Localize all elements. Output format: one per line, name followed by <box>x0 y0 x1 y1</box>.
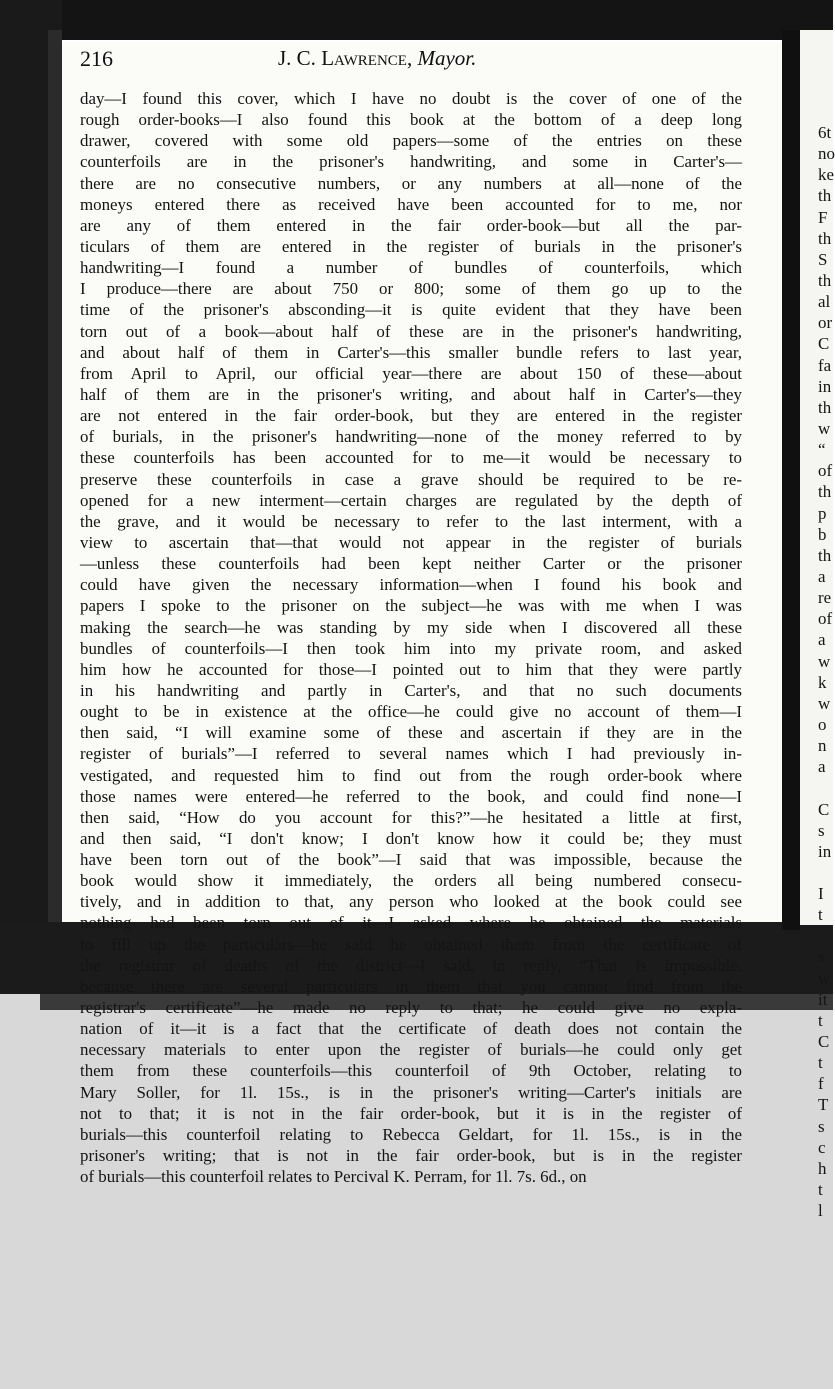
facing-page-text <box>800 122 835 1221</box>
facing-page-fragment: l <box>818 1201 823 1221</box>
facing-page-fragment: w <box>818 651 831 671</box>
facing-page-fragment: C <box>818 334 830 354</box>
page-header <box>80 46 580 76</box>
text-line: drawer, covered with some old papers—some of the entries on these <box>80 131 742 151</box>
facing-page-fragment: no <box>818 144 835 164</box>
text-line: moneys entered there as received have been accounted for to me, nor <box>80 194 742 214</box>
text-line: to fill up the particulars—he said he obtained them from the certificate of <box>80 934 742 954</box>
running-title-name: Lawrence <box>321 46 407 70</box>
facing-page-fragment <box>800 925 835 946</box>
text-line: book would show it immediately, the orders all being numbered consecu- <box>80 871 742 891</box>
facing-page-fragment: T <box>818 1095 829 1115</box>
facing-page-fragment: F <box>818 207 828 227</box>
text-line: ticulars of them are entered in the register of burials in the prisoner's <box>80 236 742 256</box>
text-line: day—I found this cover, which I have no doubt is the cover of one of the <box>80 89 742 108</box>
facing-page-fragment: k <box>818 672 827 692</box>
text-line: from April to April, our official year—there are about 150 of these—about <box>80 363 742 383</box>
text-line: —unless these counterfoils had been kept neither Carter or the prisoner <box>80 554 742 574</box>
book-gutter <box>782 30 800 930</box>
scan-border-top <box>0 0 833 40</box>
text-line: I produce—there are about 750 or 800; some of them go up to the <box>80 279 742 299</box>
facing-page-fragment: a <box>818 757 826 777</box>
facing-page-fragment: th <box>818 186 832 206</box>
text-line: register of burials”—I referred to several names which I had previously in- <box>80 744 742 764</box>
facing-page-fragment: f <box>818 1074 824 1094</box>
text-line: bundles of counterfoils—I then took him into my private room, and asked <box>80 638 742 658</box>
text-line: prisoner's writing; that is not in the fair order-book, but is in the register <box>80 1146 742 1166</box>
facing-page-fragment: t <box>818 1053 823 1073</box>
facing-page-fragment: S <box>818 249 828 269</box>
facing-page-fragment: b <box>818 524 827 544</box>
text-line: vestigated, and requested him to find out from the rough order-book where <box>80 765 742 785</box>
facing-page-fragment: al <box>818 292 831 312</box>
facing-page-fragment: t <box>818 905 823 925</box>
text-line: opened for a new interment—certain charges are regulated by the depth of <box>80 490 742 510</box>
text-line: could have given the necessary information—when I found his book and <box>80 575 742 595</box>
text-line: of burials—this counterfoil relates to Percival K. Perram, for 1l. 7s. 6d., on <box>80 1167 587 1187</box>
facing-page-fragment: 6t <box>818 123 832 142</box>
facing-page-fragment: C <box>818 1032 830 1052</box>
facing-page-fragment <box>800 777 835 798</box>
text-line: preserve these counterfoils in case a grave should be required to be re- <box>80 469 742 489</box>
running-title-role: Mayor. <box>417 46 477 70</box>
facing-page-fragment: c <box>818 1137 826 1157</box>
facing-page-fragment: in <box>818 841 832 861</box>
facing-page-fragment: s <box>818 947 825 967</box>
text-line: are not entered in the fair order-book, but they are entered in the register <box>80 406 742 426</box>
running-title-initials: J. C. <box>278 46 322 70</box>
facing-page-fragment: it <box>818 989 828 1009</box>
text-line: necessary materials to enter upon the register of burials—he could only get <box>80 1040 742 1060</box>
text-line: half of them are in the prisoner's writing, and about half in Carter's—they <box>80 384 742 404</box>
text-line: not to that; it is not in the fair order-book, but it is in the register of <box>80 1103 742 1123</box>
text-line: then said, “I will examine some of these and ascertain if they are in the <box>80 723 742 743</box>
facing-page-fragment: “ <box>818 440 826 460</box>
text-line: of burials, in the prisoner's handwriting—none of the money referred to by <box>80 427 742 447</box>
facing-page-fragment: w <box>818 968 831 988</box>
text-line: them from these counterfoils—this counterfoil of 9th October, relating to <box>80 1061 742 1081</box>
facing-page-fragment: h <box>818 1158 827 1178</box>
facing-page-fragment: a <box>818 566 826 586</box>
page-number: 216 <box>80 46 113 71</box>
text-line: handwriting—I found a number of bundles of counterfoils, which <box>80 258 742 278</box>
facing-page-fragment: n <box>818 736 827 756</box>
facing-page-fragment: th <box>818 482 832 502</box>
text-line: burials—this counterfoil relating to Rebecca Geldart, for 1l. 15s., is in the <box>80 1124 742 1144</box>
text-line: him how he accounted for those—I pointed out to him that they were partly <box>80 659 742 679</box>
facing-page-fragment: s <box>818 1116 825 1136</box>
facing-page-fragment: p <box>818 503 827 523</box>
text-line: there are no consecutive numbers, or any numbers at all—none of the <box>80 173 742 193</box>
text-line: and then said, “I don't know; I don't know how it could be; they must <box>80 828 742 848</box>
facing-page-fragment: of <box>818 461 833 481</box>
page-body-text <box>80 88 742 1187</box>
text-line: making the search—he was standing by my side when I discovered all these <box>80 617 742 637</box>
facing-page-fragment: w <box>818 693 831 713</box>
text-line: are any of them entered in the fair order-book—but all the par- <box>80 215 742 235</box>
facing-page-fragment: in <box>818 376 832 396</box>
facing-page-edge <box>800 30 835 1221</box>
facing-page-fragment: th <box>818 270 832 290</box>
facing-page-fragment: th <box>818 545 832 565</box>
facing-page-fragment: C <box>818 799 830 819</box>
text-line: have been torn out of the book”—I said that was impossible, because the <box>80 850 742 870</box>
text-line: the registrar of deaths of the district—I said, in reply, “That is impossible, <box>80 955 742 975</box>
text-line: registrar's certificate”—he made no reply to that; he could give no expla- <box>80 998 742 1018</box>
facing-page-fragment: w <box>818 418 831 438</box>
facing-page-fragment <box>800 862 835 883</box>
text-line: torn out of a book—about half of these are in the prisoner's handwriting, <box>80 321 742 341</box>
text-line: because there are several particulars in them that you cannot find from the <box>80 976 742 996</box>
facing-page-fragment: o <box>818 714 827 734</box>
facing-page-fragment: I <box>818 884 824 904</box>
facing-page-fragment: or <box>818 313 833 333</box>
facing-page-fragment: of <box>818 609 833 629</box>
text-line: rough order-books—I also found this book at the bottom of a deep long <box>80 110 742 130</box>
facing-page-fragment: t <box>818 1010 823 1030</box>
text-line: the grave, and it would be necessary to refer to the last interment, with a <box>80 511 742 531</box>
facing-page-fragment: fa <box>818 355 832 375</box>
running-title: J. C. Lawrence, Mayor. <box>278 46 477 70</box>
facing-page-fragment: re <box>818 588 832 608</box>
facing-page-fragment: t <box>818 1180 823 1200</box>
text-line: time of the prisoner's absconding—it is quite evident that they have been <box>80 300 742 320</box>
text-line: Mary Soller, for 1l. 15s., is in the prisoner's writing—Carter's initials are <box>80 1082 742 1102</box>
text-line: in his handwriting and partly in Carter's, and that no such documents <box>80 680 742 700</box>
facing-page-fragment: th <box>818 228 832 248</box>
text-line: and about half of them in Carter's—this smaller bundle refers to last year, <box>80 342 742 362</box>
facing-page-fragment: th <box>818 397 832 417</box>
text-line: these counterfoils has been accounted for to me—it would be necessary to <box>80 448 742 468</box>
text-line: nation of it—it is a fact that the certificate of death does not contain the <box>80 1019 742 1039</box>
text-line: tively, and in addition to that, any person who looked at the book could see <box>80 892 742 912</box>
text-line: papers I spoke to the prisoner on the subject—he was with me when I was <box>80 596 742 616</box>
text-line: counterfoils are in the prisoner's handwriting, and some in Carter's— <box>80 152 742 172</box>
text-line: then said, “How do you account for this?”—he hesitated a little at first, <box>80 807 742 827</box>
text-line: view to ascertain that—that would not appear in the register of burials <box>80 532 742 552</box>
text-line: nothing had been torn out of it—I asked where he obtained the materials <box>80 913 742 933</box>
facing-page-fragment: s <box>818 820 825 840</box>
facing-page-fragment: a <box>818 630 826 650</box>
text-line: ought to be in existence at the office—he could give no account of them—I <box>80 702 742 722</box>
text-line: those names were entered—he referred to the book, and could find none—I <box>80 786 742 806</box>
facing-page-fragment: ke <box>818 165 834 185</box>
